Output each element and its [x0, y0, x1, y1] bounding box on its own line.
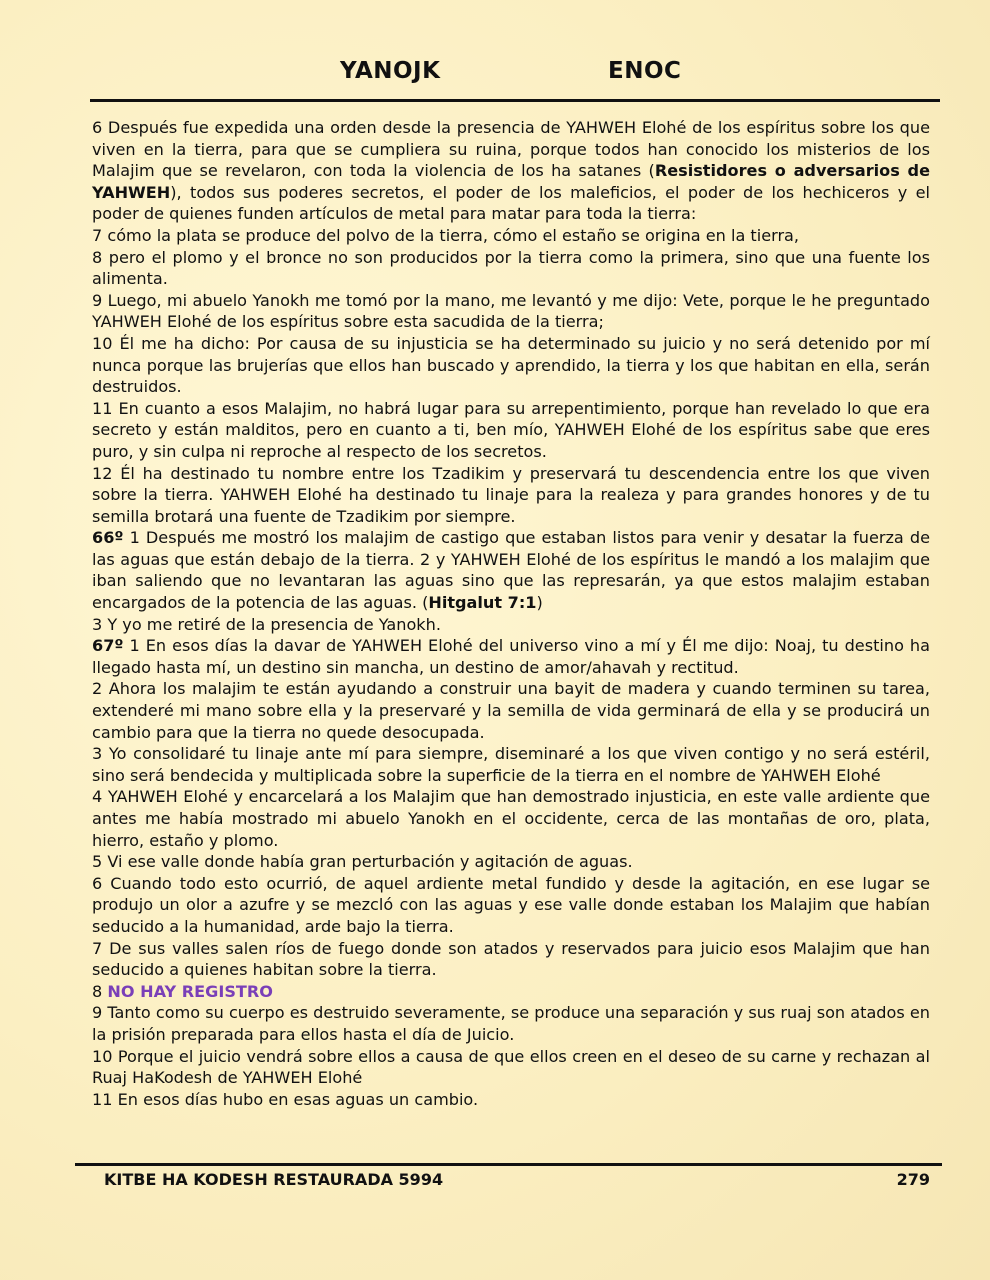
verse-text: ), todos sus poderes secretos, el poder de los maleficios, el poder de los hechiceros y el poder de quienes funden artículos de metal para matar para toda la tierra:	[92, 182, 930, 224]
verse-text: 6 Después fue expedida una orden desde la presencia de YAHWEH Elohé de los espíritus sobre los que viven en la tierra, para que se cumpliera su ruina, porque todos han conocido los misterios de los Malajim que se revelaron, con toda la violencia de los ha satanes (	[92, 118, 930, 181]
verse-paragraph	[92, 333, 930, 398]
verse-paragraph	[92, 225, 930, 247]
bold-text: 66º	[92, 528, 124, 548]
verse-text: 9 Tanto como su cuerpo es destruido severamente, se produce una separación y sus ruaj son atados en la prisión preparada para ellos hasta el día de Juicio.	[92, 1003, 930, 1044]
verse-text: 6 Cuando todo esto ocurrió, de aquel ardiente metal fundido y desde la agitación, en ese lugar se produjo un olor a azufre y se mezcló con las aguas y ese valle donde estaban los Malajim que habían seducido a la humanidad, arde bajo la tierra.	[92, 873, 930, 936]
bold-text: 67º	[92, 636, 124, 656]
verse-text: 7 De sus valles salen ríos de fuego donde son atados y reservados para juicio esos Malajim que han seducido a quienes habitan sobre la tierra.	[92, 938, 930, 980]
verse-text: 4 YAHWEH Elohé y encarcelará a los Malajim que han demostrado injusticia, en este valle ardiente que antes me había mostrado mi abuelo Yanokh en el occidente, cerca de las montañas de oro, plata, hierro, estaño y plomo.	[92, 787, 930, 850]
verse-text: 1 Después me mostró los malajim de castigo que estaban listos para venir y desatar la fuerza de las aguas que están debajo de la tierra. 2 y YAHWEH Elohé de los espíritus le mandó a los malajim que iban saliendo que no levantaran las aguas sino que las represarán, ya que estos malajim estaban encargados de la potencia de las aguas. (	[92, 528, 930, 613]
page-header	[90, 58, 940, 92]
bold-text: Resistidores o adversarios de YAHWEH	[92, 161, 930, 202]
verse-paragraph	[92, 873, 930, 938]
verse-text: 3 Yo consolidaré tu linaje ante mí para siempre, diseminaré a los que viven contigo y no será estéril, sino será bendecida y multiplicada sobre la superficie de la tierra en el nombre de YAHWEH Elohé	[92, 744, 930, 785]
verse-text: 1 En esos días la davar de YAHWEH Elohé del universo vino a mí y Él me dijo: Noaj, tu destino ha llegado hasta mí, un destino sin mancha, un destino de amor/ahavah y rectitud.	[92, 636, 930, 677]
verse-text: 10 Él me ha dicho: Por causa de su injusticia se ha determinado su juicio y no será detenido por mí nunca porque las brujerías que ellos han buscado y aprendido, la tierra y los que habitan en ella, serán destruidos.	[92, 333, 930, 397]
verse-paragraph	[92, 463, 930, 528]
no-record-label: NO HAY REGISTRO	[107, 981, 273, 1001]
verse-text: 3 Y yo me retiré de la presencia de Yanokh.	[92, 614, 441, 634]
verse-text: 10 Porque el juicio vendrá sobre ellos a causa de que ellos creen en el deseo de su carne y rechazan al Ruaj HaKodesh de YAHWEH Elohé	[92, 1046, 930, 1088]
bold-text: Hitgalut 7:1	[428, 593, 537, 613]
verse-paragraph	[92, 290, 930, 333]
verse-text: 5 Vi ese valle donde había gran perturbación y agitación de aguas.	[92, 852, 633, 872]
verse-paragraph	[92, 851, 930, 873]
verse-paragraph	[92, 786, 930, 851]
verse-paragraph	[92, 678, 930, 743]
header-title-left: YANOJK	[340, 58, 441, 84]
verse-text: 12 Él ha destinado tu nombre entre los Tzadikim y preservará tu descendencia entre los que viven sobre la tierra. YAHWEH Elohé ha destinado tu linaje para la realeza y para grandes honores y de tu semilla brotará una fuente de Tzadikim por siempre.	[92, 463, 930, 526]
verse-paragraph	[92, 527, 930, 613]
verse-text: 11 En cuanto a esos Malajim, no habrá lugar para su arrepentimiento, porque han revelado lo que era secreto y están malditos, pero en cuanto a ti, ben mío, YAHWEH Elohé de los espíritus sabe que eres puro, y sin culpa ni reproche al respecto de los secretos.	[92, 398, 930, 461]
verse-text: 7 cómo la plata se produce del polvo de la tierra, cómo el estaño se origina en la tierra,	[92, 225, 800, 245]
verse-paragraph	[92, 614, 930, 636]
verse-text: 9 Luego, mi abuelo Yanokh me tomó por la mano, me levantó y me dijo: Vete, porque le he preguntado YAHWEH Elohé de los espíritus sobre esta sacudida de la tierra;	[92, 290, 930, 332]
verse-text: 8	[92, 981, 108, 1001]
verse-paragraph	[92, 398, 930, 463]
main-text	[92, 117, 930, 1110]
page-footer	[104, 1170, 930, 1194]
footer-book-title: KITBE HA KODESH RESTAURADA 5994	[104, 1170, 444, 1189]
verse-paragraph	[92, 743, 930, 786]
footer-divider	[75, 1163, 942, 1166]
verse-text: 8 pero el plomo y el bronce no son producidos por la tierra como la primera, sino que una fuente los alimenta.	[92, 247, 930, 289]
header-title-right: ENOC	[608, 58, 682, 84]
verse-paragraph	[92, 635, 930, 678]
verse-text: 11 En esos días hubo en esas aguas un cambio.	[92, 1089, 479, 1109]
verse-text: )	[536, 593, 543, 613]
verse-paragraph	[92, 981, 930, 1003]
verse-paragraph	[92, 1046, 930, 1089]
verse-paragraph	[92, 1002, 930, 1045]
verse-text: 2 Ahora los malajim te están ayudando a construir una bayit de madera y cuando terminen su tarea, extenderé mi mano sobre ella y la preservaré y la semilla de vida germinará de ella y se producirá un cambio para que la tierra no quede desocupada.	[92, 679, 930, 742]
verse-paragraph	[92, 117, 930, 225]
page-number: 279	[896, 1170, 930, 1189]
verse-paragraph	[92, 938, 930, 981]
verse-paragraph	[92, 1089, 930, 1111]
verse-paragraph	[92, 247, 930, 290]
header-divider	[90, 99, 940, 102]
